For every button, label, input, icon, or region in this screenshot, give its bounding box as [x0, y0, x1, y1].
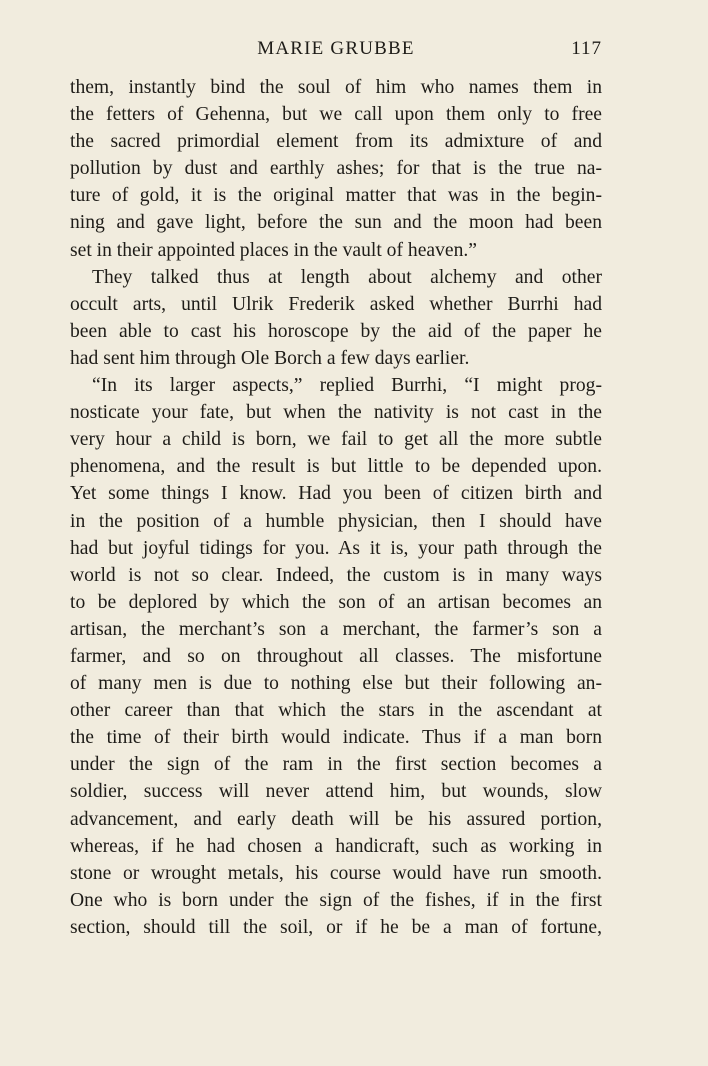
text-line: advancement, and early death will be his assured portion, [70, 808, 602, 830]
text-line: farmer, and so on throughout all classes. The misfortune [70, 645, 602, 667]
text-line: whereas, if he had chosen a handicraft, such as working in [70, 835, 602, 857]
text-line: been able to cast his horoscope by the aid of the paper he [70, 320, 602, 342]
text-line: artisan, the merchant’s son a merchant, the farmer’s son a [70, 618, 602, 640]
text-line: set in their appointed places in the vault of heaven.” [70, 239, 477, 261]
text-line: very hour a child is born, we fail to get all the more subtle [70, 429, 602, 451]
text-line: other career than that which the stars in the ascendant at [70, 700, 602, 722]
text-line: phenomena, and the result is but little to be depended upon. [70, 456, 602, 478]
text-line: Yet some things I know. Had you been of citizen birth and [70, 483, 602, 505]
text-line: the fetters of Gehenna, but we call upon them only to free [70, 104, 602, 126]
text-line: under the sign of the ram in the first section becomes a [70, 754, 602, 776]
text-line: the sacred primordial element from its admixture of and [70, 131, 602, 153]
text-line: the time of their birth would indicate. Thus if a man born [70, 727, 602, 749]
text-line: to be deplored by which the son of an artisan becomes an [70, 591, 602, 613]
text-line: of many men is due to nothing else but their following an- [70, 673, 602, 695]
text-line: ture of gold, it is the original matter that was in the begin- [70, 185, 602, 207]
running-head [70, 34, 602, 64]
text-line: nosticate your fate, but when the nativity is not cast in the [70, 402, 602, 424]
text-line: them, instantly bind the soul of him who names them in [70, 77, 602, 98]
body-text [70, 74, 602, 941]
text-line: had sent him through Ole Borch a few days earlier. [70, 347, 470, 369]
text-line: soldier, success will never attend him, but wounds, slow [70, 781, 602, 803]
text-line: in the position of a humble physician, then I should have [70, 510, 602, 532]
text-line: ning and gave light, before the sun and the moon had been [70, 212, 602, 234]
text-line: pollution by dust and earthly ashes; for that is the true na- [70, 158, 602, 180]
text-line: had but joyful tidings for you. As it is, your path through the [70, 537, 602, 559]
text-line: “In its larger aspects,” replied Burrhi, “I might prog- [92, 375, 602, 397]
page-number: 117 [571, 38, 602, 59]
text-line: stone or wrought metals, his course would have run smooth. [70, 862, 602, 884]
text-line: One who is born under the sign of the fishes, if in the first [70, 889, 602, 911]
text-line: section, should till the soil, or if he be a man of fortune, [70, 916, 602, 938]
text-line: world is not so clear. Indeed, the custom is in many ways [70, 564, 602, 586]
text-line: occult arts, until Ulrik Frederik asked whether Burrhi had [70, 293, 602, 315]
text-line: They talked thus at length about alchemy and other [92, 266, 602, 288]
running-title: MARIE GRUBBE [257, 38, 415, 59]
